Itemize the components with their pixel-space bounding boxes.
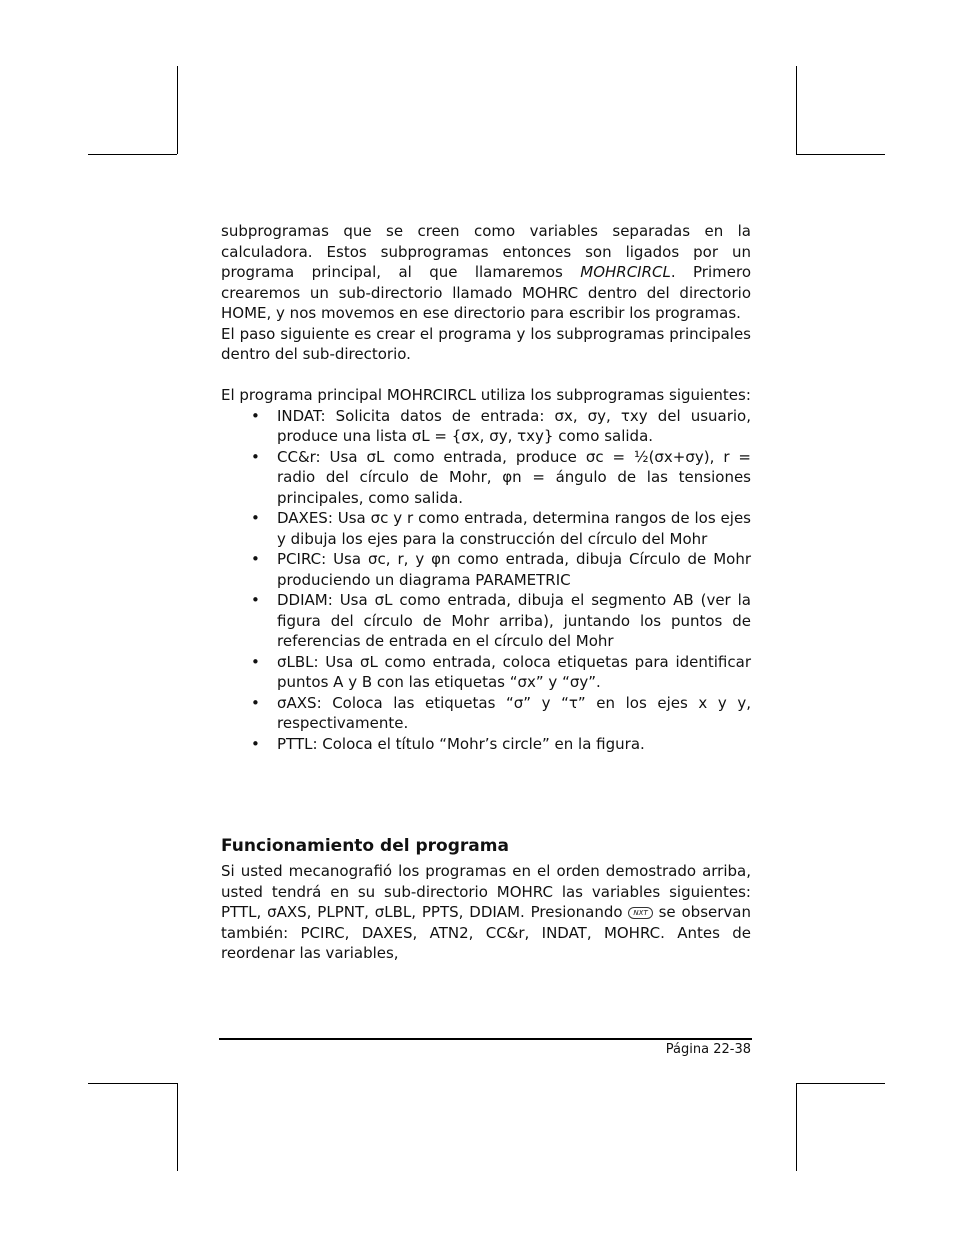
next-step-paragraph: El paso siguiente es crear el programa y los subprogramas principales dentro del sub-directorio. <box>221 324 751 363</box>
crop-mark-bottom-right-h <box>796 1083 885 1084</box>
page-body <box>221 221 751 754</box>
crop-mark-bottom-right-v <box>796 1083 797 1171</box>
list-item: • DAXES: Usa σc y r como entrada, determina rangos de los ejes y dibuja los ejes para la construcción del círculo del Mohr <box>251 509 751 548</box>
crop-mark-top-left-v <box>177 66 178 154</box>
footer-rule <box>219 1038 752 1040</box>
list-item: • DDIAM: Usa σL como entrada, dibuja el segmento AB (ver la figura del círculo de Mohr arriba), juntando los puntos de referencias de entrada en el círculo del Mohr <box>251 591 751 650</box>
crop-mark-top-right-v <box>796 66 797 154</box>
bullet-icon: • <box>251 447 260 466</box>
bullet-icon: • <box>251 693 260 712</box>
bullet-icon: • <box>251 652 260 671</box>
intro-text-2: . Primero crearemos un sub-directorio llamado MOHRC dentro del directorio HOME, y nos movemos en ese directorio para escribir los programas. <box>221 263 751 322</box>
bullet-icon: • <box>251 591 260 609</box>
list-item: • PTTL: Coloca el título “Mohr’s circle” en la figura. <box>251 734 645 753</box>
bullet-icon: • <box>251 734 260 753</box>
section-paragraph: Si usted mecanografió los programas en el orden demostrado arriba, usted tendrá en su sub-directorio MOHRC las variables siguientes: PTTL, σAXS, PLPNT, σLBL, PPTS, DDIAM. Presionando NXT se observan también: PCIRC, DAXES, ATN2, CC&r, INDAT, MOHRC. Antes de reordenar las variables, <box>221 862 751 962</box>
crop-mark-bottom-left-v <box>177 1083 178 1171</box>
crop-mark-top-left-h <box>88 154 177 155</box>
list-item: • INDAT: Solicita datos de entrada: σx, σy, τxy del usuario, produce una lista σL = {σx, σy, τxy} como salida. <box>251 406 751 445</box>
bullet-icon: • <box>251 509 260 527</box>
list-item: • σAXS: Coloca las etiquetas “σ” y “τ” en los ejes x y y, respectivamente. <box>251 693 751 732</box>
bullet-icon: • <box>251 406 260 425</box>
page-number: Página 22-38 <box>665 1042 751 1057</box>
intro-text-1: subprogramas que se creen como variables separadas en la calculadora. Estos subprogramas entonces son ligados por un programa principal, al que llamaremos <box>221 222 751 281</box>
crop-mark-top-right-h <box>796 154 885 155</box>
list-item: • σLBL: Usa σL como entrada, coloca etiquetas para identificar puntos A y B con las etiquetas “σx” y “σy”. <box>251 652 751 691</box>
nxt-key-icon: NXT <box>628 907 652 919</box>
list-item: • CC&r: Usa σL como entrada, produce σc = ½(σx+σy), r = radio del círculo de Mohr, φn = ángulo de las tensiones principales, como salida. <box>251 447 751 507</box>
intro-paragraph <box>221 221 751 324</box>
crop-mark-bottom-left-h <box>88 1083 177 1084</box>
bullet-icon: • <box>251 550 260 568</box>
subprogram-list <box>221 406 751 755</box>
subprograms-intro: El programa principal MOHRCIRCL utiliza los subprogramas siguientes: <box>221 386 751 404</box>
program-name: MOHRCIRCL <box>580 263 671 281</box>
list-item: • PCIRC: Usa σc, r, y φn como entrada, dibuja Círculo de Mohr produciendo un diagrama PARAMETRIC <box>251 550 751 589</box>
section-heading: Funcionamiento del programa <box>221 836 509 856</box>
